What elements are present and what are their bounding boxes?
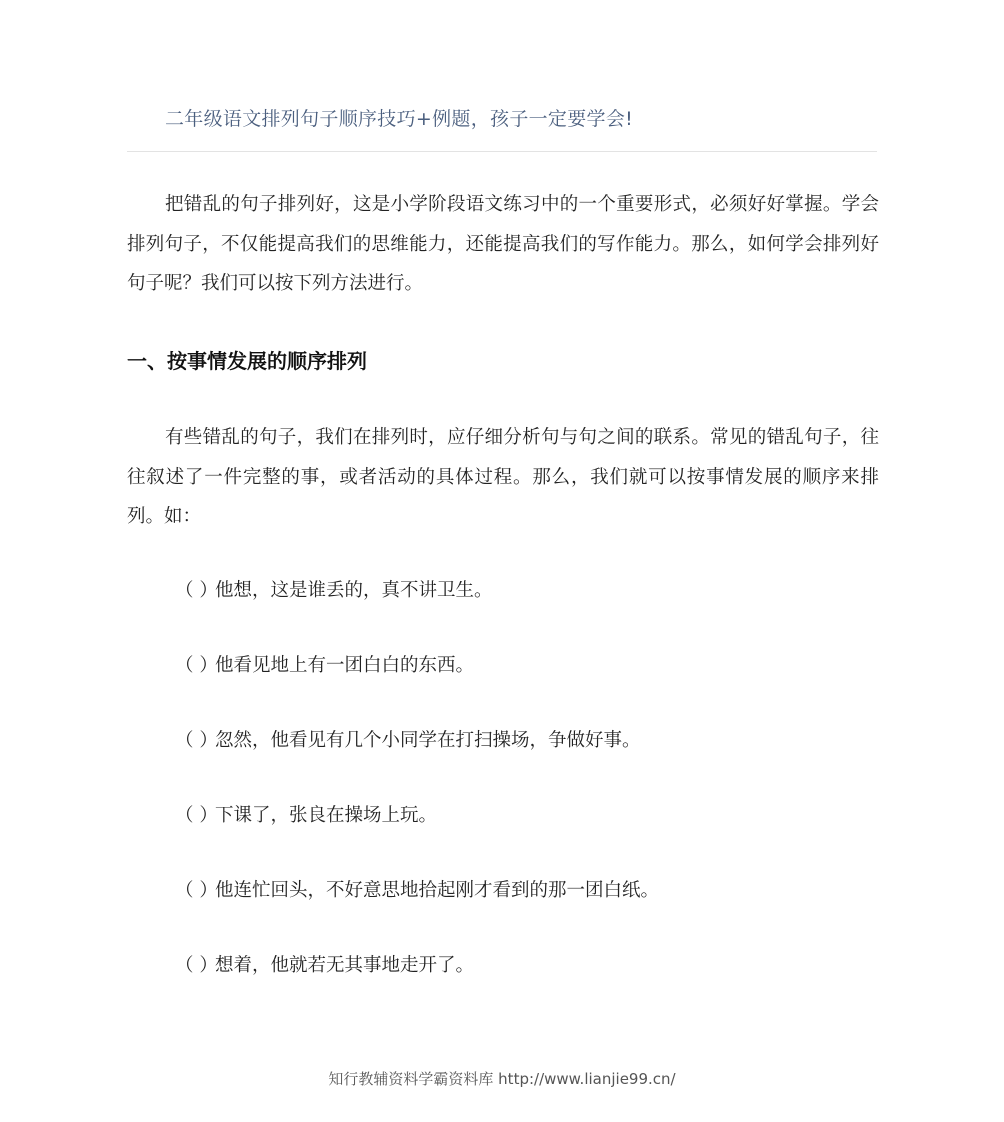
article-title: 二年级语文排列句子顺序技巧+例题，孩子一定要学会! [165, 108, 634, 130]
sentence-item [175, 649, 659, 724]
sentence-text: 他看见地上有一团白白的东西。 [215, 655, 475, 676]
sentence-item [175, 874, 659, 949]
answer-blank: （ ） [175, 955, 218, 976]
sentence-text: 他连忙回头，不好意思地拾起刚才看到的那一团白纸。 [215, 880, 660, 901]
section-heading: 一、按事情发展的顺序排列 [127, 349, 367, 373]
answer-blank: （ ） [175, 655, 218, 676]
sentence-item [175, 949, 659, 1024]
sentence-item [175, 724, 659, 799]
answer-blank: （ ） [175, 580, 218, 601]
sentence-text: 下课了，张良在操场上玩。 [215, 805, 438, 826]
answer-blank: （ ） [175, 880, 218, 901]
sentence-list [175, 574, 659, 1024]
page-footer: 知行教辅资料学霸资料库 http://www.lianjie99.cn/ [328, 1070, 676, 1088]
sentence-item [175, 574, 659, 649]
answer-blank: （ ） [175, 730, 218, 751]
title-divider [127, 151, 877, 152]
answer-blank: （ ） [175, 805, 218, 826]
intro-paragraph: 把错乱的句子排列好，这是小学阶段语文练习中的一个重要形式，必须好好掌握。学会排列句子，不仅能提高我们的思维能力，还能提高我们的写作能力。那么，如何学会排列好句子呢？我们可以按下列方法进行。 [127, 194, 879, 294]
section-paragraph: 有些错乱的句子，我们在排列时，应仔细分析句与句之间的联系。常见的错乱句子，往往叙述了一件完整的事，或者活动的具体过程。那么，我们就可以按事情发展的顺序来排列。如： [127, 427, 879, 527]
sentence-text: 想着，他就若无其事地走开了。 [215, 955, 475, 976]
sentence-item [175, 799, 659, 874]
sentence-text: 他想，这是谁丢的，真不讲卫生。 [215, 580, 493, 601]
sentence-text: 忽然，他看见有几个小同学在打扫操场，争做好事。 [215, 730, 641, 751]
